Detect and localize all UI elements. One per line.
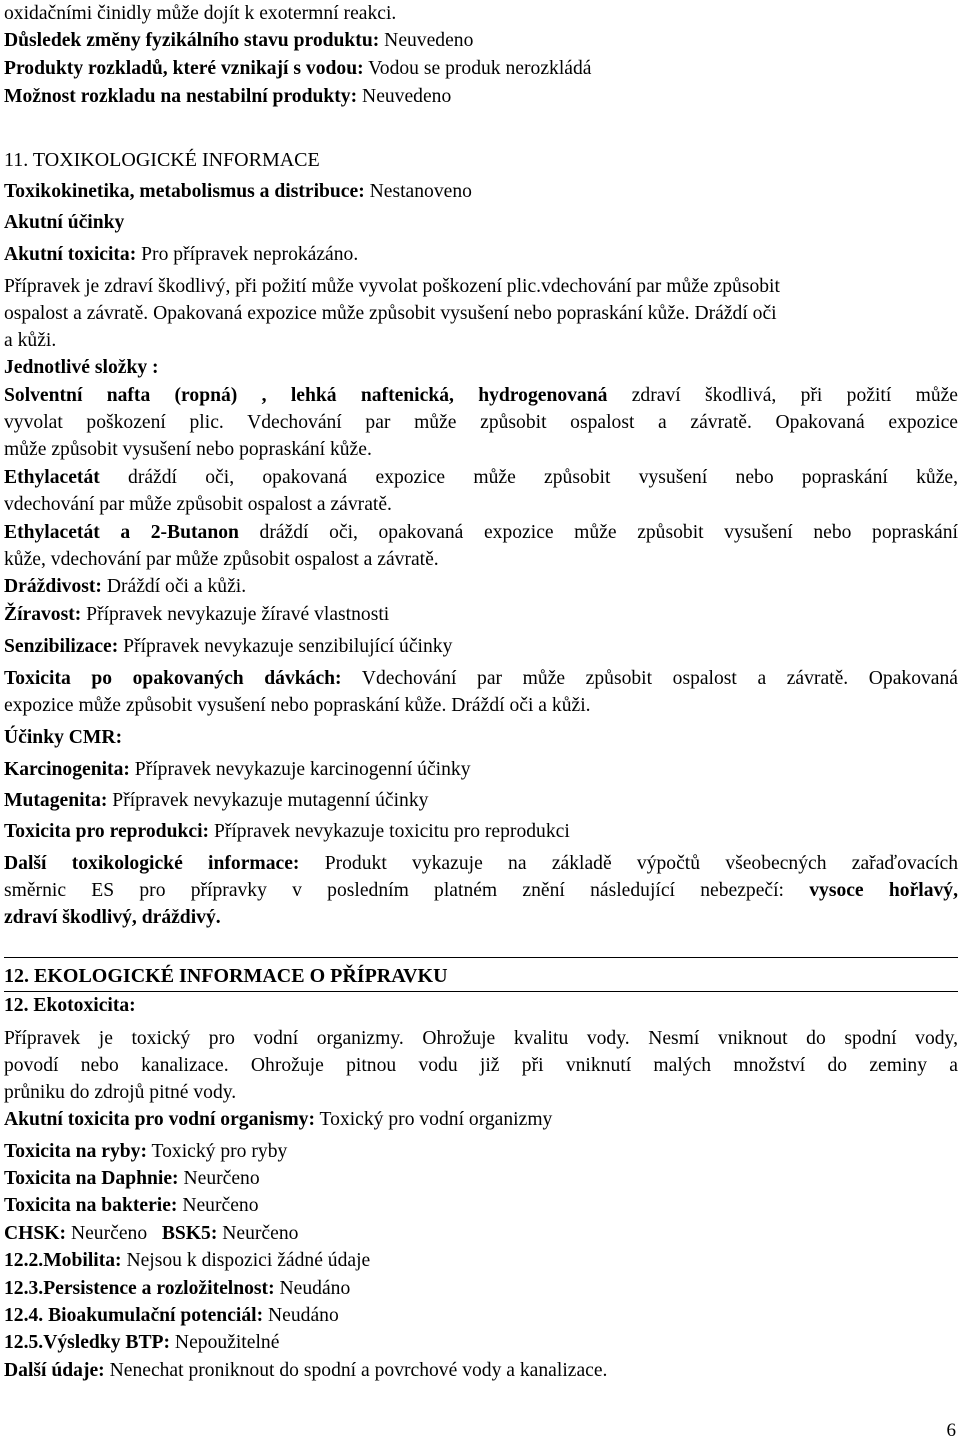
text-line: Další údaje: Nenechat proniknout do spodní a povrchové vody a kanalizace. xyxy=(4,1360,608,1381)
text-line: Přípravek je toxický pro vodní organizmy. Ohrožuje kvalitu vody. Nesmí vniknout do spodní vody, xyxy=(4,1028,958,1049)
text-line: Toxikokinetika, metabolismus a distribuce: Nestanoveno xyxy=(4,181,472,202)
text-line: 12.3.Persistence a rozložitelnost: Neudáno xyxy=(4,1278,351,1299)
text-line: Solventní nafta (ropná) , lehká naftenická, hydrogenovaná zdraví škodlivá, při požití může xyxy=(4,385,959,406)
text-line: 12.2.Mobilita: Nejsou k dispozici žádné údaje xyxy=(4,1250,371,1271)
text-line: Další toxikologické informace: Produkt vykazuje na základě výpočtů všeobecných zařaďovacích xyxy=(4,853,958,874)
text-line: 12.4. Bioakumulační potenciál: Neudáno xyxy=(4,1305,339,1326)
text-line: může způsobit vysušení nebo popraskání kůže. xyxy=(4,439,372,460)
text-line: Karcinogenita: Přípravek nevykazuje karcinogenní účinky xyxy=(4,759,471,780)
text-line: Senzibilizace: Přípravek nevykazuje senzibilující účinky xyxy=(4,636,453,657)
text-line: Toxicita pro reprodukci: Přípravek nevykazuje toxicitu pro reprodukci xyxy=(4,821,570,842)
text-line: Toxicita na ryby: Toxický pro ryby xyxy=(4,1141,288,1162)
text-line: Důsledek změny fyzikálního stavu produktu: Neuvedeno xyxy=(4,30,474,51)
subheading: Jednotlivé složky : xyxy=(4,357,159,378)
text-line: vdechování par může způsobit ospalost a závratě. xyxy=(4,494,392,515)
text-line: Ethylacetát dráždí oči, opakovaná expozice může způsobit vysušení nebo popraskání kůže, xyxy=(4,467,958,488)
text-line: Mutagenita: Přípravek nevykazuje mutagenní účinky xyxy=(4,790,429,811)
text-line: CHSK: Neurčeno BSK5: Neurčeno xyxy=(4,1223,299,1244)
text-line: povodí nebo kanalizace. Ohrožuje pitnou vodu již při vniknutí malých množství do zeminy a xyxy=(4,1055,958,1076)
text-line: Žíravost: Přípravek nevykazuje žíravé vlastnosti xyxy=(4,604,390,625)
text-line: kůže, vdechování par může způsobit ospalost a závratě. xyxy=(4,549,439,570)
page-number: 6 xyxy=(946,1420,956,1441)
text-line: zdraví škodlivý, dráždivý. xyxy=(4,907,221,928)
text-line: Přípravek je zdraví škodlivý, při požití může vyvolat poškození plic.vdechování par může způsobit xyxy=(4,276,780,297)
text-line: Akutní toxicita pro vodní organismy: Toxický pro vodní organizmy xyxy=(4,1109,553,1130)
subheading: Akutní účinky xyxy=(4,212,125,233)
text-line: Produkty rozkladů, které vznikají s vodou: Vodou se produk nerozkládá xyxy=(4,58,592,79)
text-line: Toxicita na bakterie: Neurčeno xyxy=(4,1195,259,1216)
section-divider xyxy=(4,957,958,958)
text-line: a kůži. xyxy=(4,330,57,351)
text-line: Akutní toxicita: Pro přípravek neprokázáno. xyxy=(4,244,359,265)
subheading: 12. Ekotoxicita: xyxy=(4,995,136,1016)
text-line: ospalost a závratě. Opakovaná expozice může způsobit vysušení nebo popraskání kůže. Dráždí oči xyxy=(4,303,777,324)
text-line: oxidačními činidly může dojít k exotermní reakci. xyxy=(4,3,397,24)
text-line: vyvolat poškození plic. Vdechování par může způsobit ospalost a závratě. Opakovaná expozice xyxy=(4,412,958,433)
text-line: 12.5.Výsledky BTP: Nepoužitelné xyxy=(4,1332,280,1353)
text-line: Možnost rozkladu na nestabilní produkty: Neuvedeno xyxy=(4,86,452,107)
section-heading: 11. TOXIKOLOGICKÉ INFORMACE xyxy=(4,149,320,171)
text-line: průniku do zdrojů pitné vody. xyxy=(4,1082,237,1103)
text-line: Toxicita po opakovaných dávkách: Vdechování par může způsobit ospalost a závratě. Opakovaná xyxy=(4,668,958,689)
section-divider xyxy=(4,991,958,992)
text-line: expozice může způsobit vysušení nebo popraskání kůže. Dráždí oči a kůži. xyxy=(4,695,591,716)
subheading: Účinky CMR: xyxy=(4,727,123,748)
text-line: Ethylacetát a 2-Butanon dráždí oči, opakovaná expozice může způsobit vysušení nebo popraskání xyxy=(4,522,958,543)
text-line: směrnic ES pro přípravky v posledním platném znění následující nebezpečí: vysoce hořlavý, xyxy=(4,880,958,901)
text-line: Dráždivost: Dráždí oči a kůži. xyxy=(4,576,247,597)
section-heading: 12. EKOLOGICKÉ INFORMACE O PŘÍPRAVKU xyxy=(4,965,448,987)
text-line: Toxicita na Daphnie: Neurčeno xyxy=(4,1168,260,1189)
